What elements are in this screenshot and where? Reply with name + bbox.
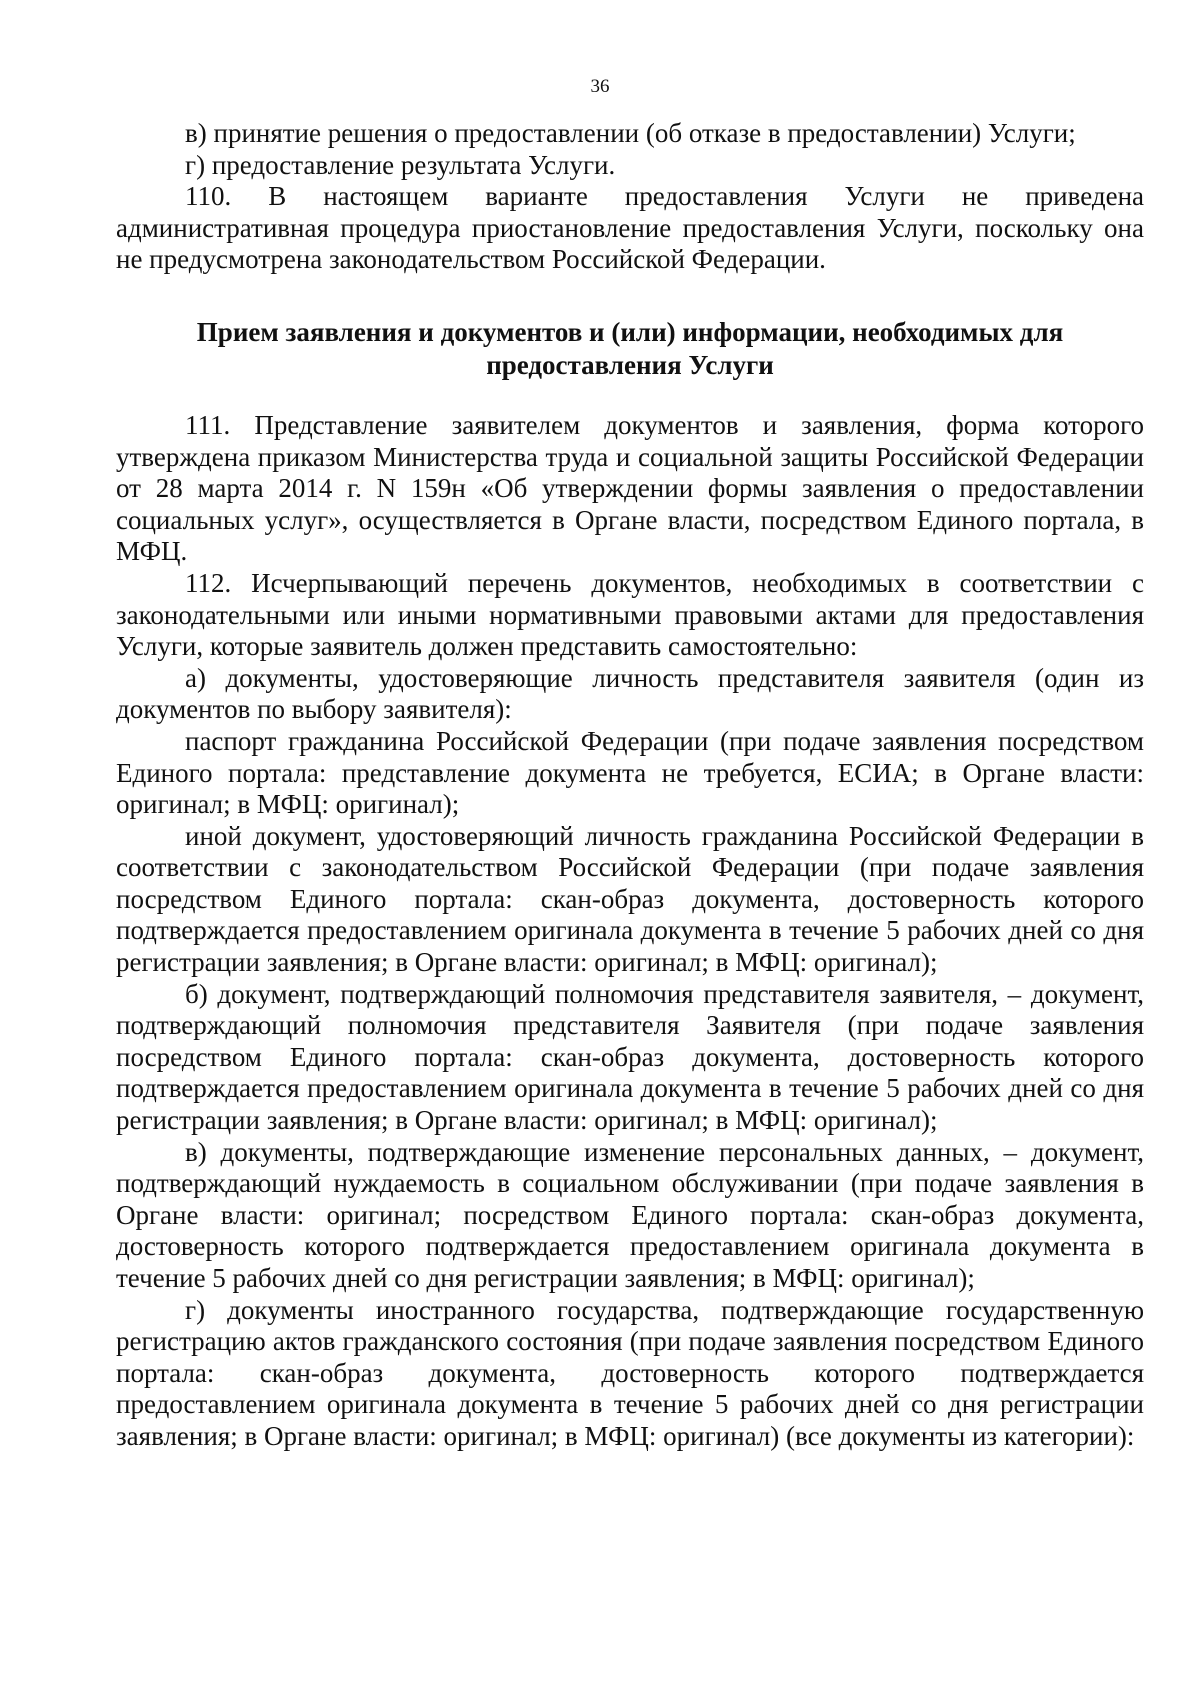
paragraph-110: 110. В настоящем варианте предоставления Услуги не приведена административная процедура приостановление предоставления Услуги, поскольку она не предусмотрена законодательством Российской Федерации. <box>116 181 1144 275</box>
paragraph-other-id-document: иной документ, удостоверяющий личность гражданина Российской Федерации в соответствии с законодательством Российской Федерации (при подаче заявления посредством Единого портала: скан-образ документа, достоверность которого подтверждается предоставлением оригинала документа в течение 5 рабочих дней со дня регистрации заявления; в Органе власти: оригинал; в МФЦ: оригинал); <box>116 820 1144 978</box>
paragraph-item-g-foreign-documents: г) документы иностранного государства, подтверждающие государственную регистрацию актов гражданского состояния (при подаче заявления посредством Единого портала: скан-образ документа, достоверность которого подтверждается предоставлением оригинала документа в течение 5 рабочих дней со дня регистрации заявления; в Органе власти: оригинал; в МФЦ: оригинал) (все документы из категории): <box>116 1294 1144 1451</box>
paragraph-111: 111. Представление заявителем документов и заявления, форма которого утверждена приказом Министерства труда и социальной защиты Российской Федерации от 28 марта 2014 г. N 159н «Об утверждении формы заявления о предоставлении социальных услуг», осуществляется в Органе власти, посредством Единого портала, в МФЦ. <box>116 409 1144 567</box>
paragraph-item-v: в) принятие решения о предоставлении (об отказе в предоставлении) Услуги; <box>185 118 1076 148</box>
paragraph-item-g: г) предоставление результата Услуги. <box>185 149 616 180</box>
paragraph-passport: паспорт гражданина Российской Федерации (при подаче заявления посредством Единого портала: представление документа не требуется, ЕСИА; в Органе власти: оригинал; в МФЦ: оригинал); <box>116 725 1144 820</box>
section-heading: Прием заявления и документов и (или) информации, необходимых для предоставления Услуги <box>196 316 1064 380</box>
page-number: 36 <box>590 76 610 97</box>
paragraph-item-b: б) документ, подтверждающий полномочия представителя заявителя, – документ, подтверждающий полномочия представителя Заявителя (при подаче заявления посредством Единого портала: скан-образ документа, достоверность которого подтверждается предоставлением оригинала документа в течение 5 рабочих дней со дня регистрации заявления; в Органе власти: оригинал; в МФЦ: оригинал); <box>116 978 1144 1136</box>
page-content <box>116 118 1144 1453</box>
paragraph-112: 112. Исчерпывающий перечень документов, необходимых в соответствии с законодательными или иными нормативными правовыми актами для предоставления Услуги, которые заявитель должен представить самостоятельно: <box>116 567 1144 662</box>
paragraph-item-a: а) документы, удостоверяющие личность представителя заявителя (один из документов по выбору заявителя): <box>116 662 1144 725</box>
paragraph-item-v-personal-data: в) документы, подтверждающие изменение персональных данных, – документ, подтверждающий нуждаемость в социальном обслуживании (при подаче заявления в Органе власти: оригинал; посредством Единого портала: скан-образ документа, достоверность которого подтверждается предоставлением оригинала документа в течение 5 рабочих дней со дня регистрации заявления; в МФЦ: оригинал); <box>116 1136 1144 1293</box>
